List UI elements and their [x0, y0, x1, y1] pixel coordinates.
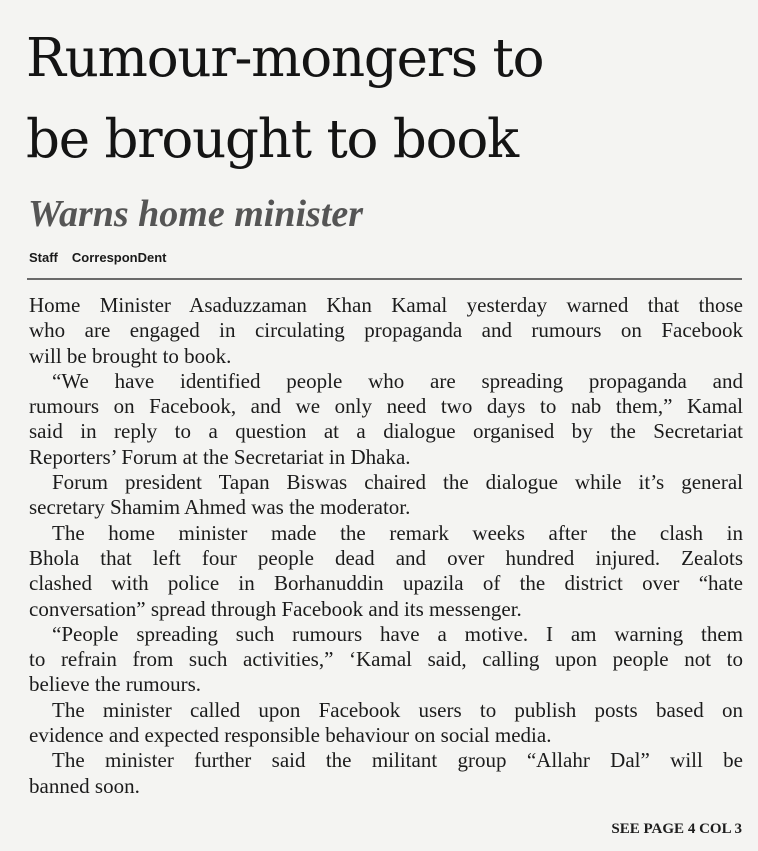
paragraph-line: “People spreading such rumours have a motive. I am warning them: [52, 621, 743, 646]
paragraph-line: The minister called upon Facebook users to publish posts based on: [52, 697, 743, 722]
byline-correspondent: CorresponDent: [71, 250, 167, 265]
continuation-note: SEE PAGE 4 COL 3: [611, 821, 742, 837]
article-paragraph: [29, 293, 743, 369]
paragraph-line: to refrain from such activities,” ‘Kamal said, calling upon people not to: [29, 647, 743, 672]
paragraph-line: secretary Shamim Ahmed was the moderator.: [29, 495, 411, 520]
paragraph-line: Reporters’ Forum at the Secretariat in Dhaka.: [29, 444, 411, 469]
article-paragraph: [29, 622, 743, 698]
byline-divider: [27, 278, 742, 280]
paragraph-line: Forum president Tapan Biswas chaired the dialogue while it’s general: [52, 470, 743, 495]
paragraph-line: Bhola that left four people dead and over hundred injured. Zealots: [29, 545, 743, 570]
paragraph-line: who are engaged in circulating propaganda and rumours on Facebook: [29, 318, 743, 343]
headline-line-1: Rumour-mongers to: [26, 28, 544, 89]
paragraph-line: believe the rumours.: [29, 672, 202, 697]
byline-staff: Staff: [29, 250, 58, 265]
paragraph-line: conversation” spread through Facebook and its messenger.: [29, 596, 522, 621]
paragraph-line: clashed with police in Borhanuddin upazila of the district over “hate: [29, 571, 743, 596]
headline: [26, 18, 746, 180]
paragraph-line: The minister further said the militant group “Allahr Dal” will be: [52, 748, 743, 773]
paragraph-line: banned soon.: [29, 773, 140, 798]
subheadline: Warns home minister: [28, 193, 364, 235]
paragraph-line: rumours on Facebook, and we only need two days to nab them,” Kamal: [29, 394, 743, 419]
byline: [29, 249, 167, 267]
article-body: [29, 293, 743, 799]
article-paragraph: [29, 369, 743, 470]
paragraph-line: The home minister made the remark weeks after the clash in: [52, 520, 743, 545]
paragraph-line: evidence and expected responsible behaviour on social media.: [29, 723, 552, 748]
headline-line-2: be brought to book: [26, 109, 518, 170]
paragraph-line: “We have identified people who are spreading propaganda and: [52, 368, 743, 393]
article-paragraph: [29, 470, 743, 521]
paragraph-line: will be brought to book.: [29, 343, 232, 368]
article-paragraph: [29, 521, 743, 622]
paragraph-line: Home Minister Asaduzzaman Khan Kamal yesterday warned that those: [29, 293, 743, 317]
paragraph-line: said in reply to a question at a dialogue organised by the Secretariat: [29, 419, 743, 444]
article-paragraph: [29, 698, 743, 749]
article-paragraph: [29, 748, 743, 799]
